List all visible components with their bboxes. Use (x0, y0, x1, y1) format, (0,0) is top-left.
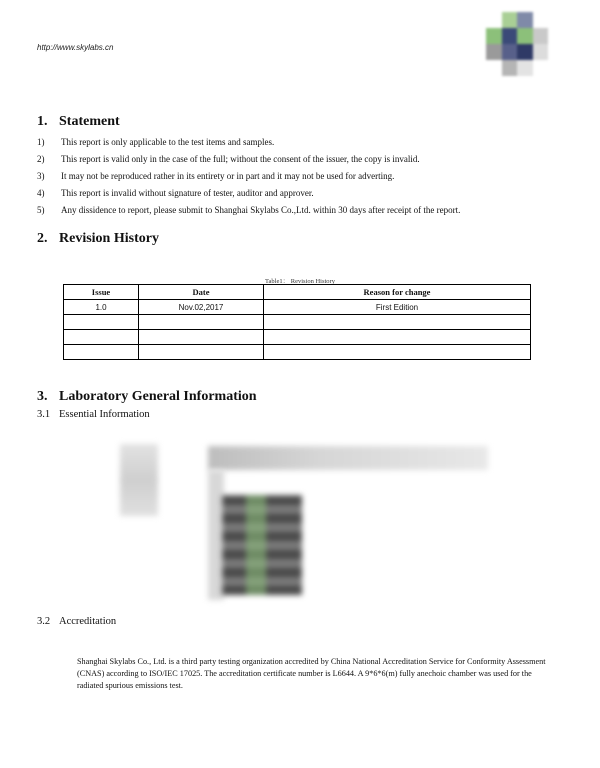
table-cell (264, 345, 531, 360)
company-logo (486, 12, 548, 76)
table-cell (264, 330, 531, 345)
table-cell (139, 315, 264, 330)
table-cell (264, 315, 531, 330)
list-item-number: 3) (37, 171, 45, 181)
table-row (64, 330, 531, 345)
table-row (64, 315, 531, 330)
revision-number: 2. (37, 231, 48, 246)
list-item-text: This report is invalid without signature of tester, auditor and approver. (61, 188, 314, 198)
list-item-text: This report is only applicable to the test items and samples. (61, 137, 275, 147)
table-row (64, 345, 531, 360)
list-item (37, 189, 577, 206)
table-cell (139, 345, 264, 360)
accreditation-paragraph: Shanghai Skylabs Co., Ltd. is a third party testing organization accredited by China National Accreditation Service for Conformity Assessment (CNAS) according to ISO/IEC 17025. The accreditation certificate number is L6644. A 9*6*6(m) fully anechoic chamber was used for the radiated spurious emissions test. (77, 657, 546, 690)
essential-info-heading (37, 409, 150, 420)
table-cell (64, 315, 139, 330)
redacted-value-line (208, 446, 488, 470)
table-caption: Table1： Revision History (265, 278, 335, 285)
list-item-text: It may not be reproduced rather in its entirety or in part and it may not be used for adverting. (61, 171, 395, 181)
lab-title: Laboratory General Information (59, 389, 257, 404)
table-cell (139, 330, 264, 345)
column-header-issue: Issue (64, 285, 139, 300)
essential-info-title: Essential Information (59, 409, 150, 420)
table-cell: Nov.02,2017 (139, 300, 264, 315)
list-item-number: 1) (37, 137, 45, 147)
statement-list (37, 138, 577, 223)
list-item-number: 2) (37, 154, 45, 164)
redacted-qr-code (222, 495, 302, 595)
list-item (37, 206, 577, 223)
revision-table (63, 284, 531, 360)
accreditation-heading (37, 616, 116, 627)
statement-number: 1. (37, 114, 48, 129)
table-cell (64, 330, 139, 345)
statement-heading (37, 114, 120, 130)
table-cell: First Edition (264, 300, 531, 315)
revision-title: Revision History (59, 231, 159, 246)
list-item (37, 172, 577, 189)
list-item-number: 4) (37, 188, 45, 198)
column-header-reason: Reason for change (264, 285, 531, 300)
list-item (37, 138, 577, 155)
table-cell: 1.0 (64, 300, 139, 315)
table-header-row (64, 285, 531, 300)
list-item-text: This report is valid only in the case of the full; without the consent of the issuer, the copy is invalid. (61, 154, 420, 164)
header-url: http://www.skylabs.cn (37, 43, 114, 52)
essential-info-number: 3.1 (37, 409, 51, 420)
redacted-label-column (120, 444, 158, 516)
statement-title: Statement (59, 114, 120, 129)
revision-heading (37, 231, 159, 247)
table-row (64, 300, 531, 315)
accreditation-number: 3.2 (37, 616, 51, 627)
list-item-text: Any dissidence to report, please submit to Shanghai Skylabs Co.,Ltd. within 30 days after receipt of the report. (61, 205, 461, 215)
list-item (37, 155, 577, 172)
table-cell (64, 345, 139, 360)
column-header-date: Date (139, 285, 264, 300)
list-item-number: 5) (37, 205, 45, 215)
lab-heading (37, 389, 257, 405)
accreditation-title: Accreditation (59, 616, 117, 627)
lab-number: 3. (37, 389, 48, 404)
